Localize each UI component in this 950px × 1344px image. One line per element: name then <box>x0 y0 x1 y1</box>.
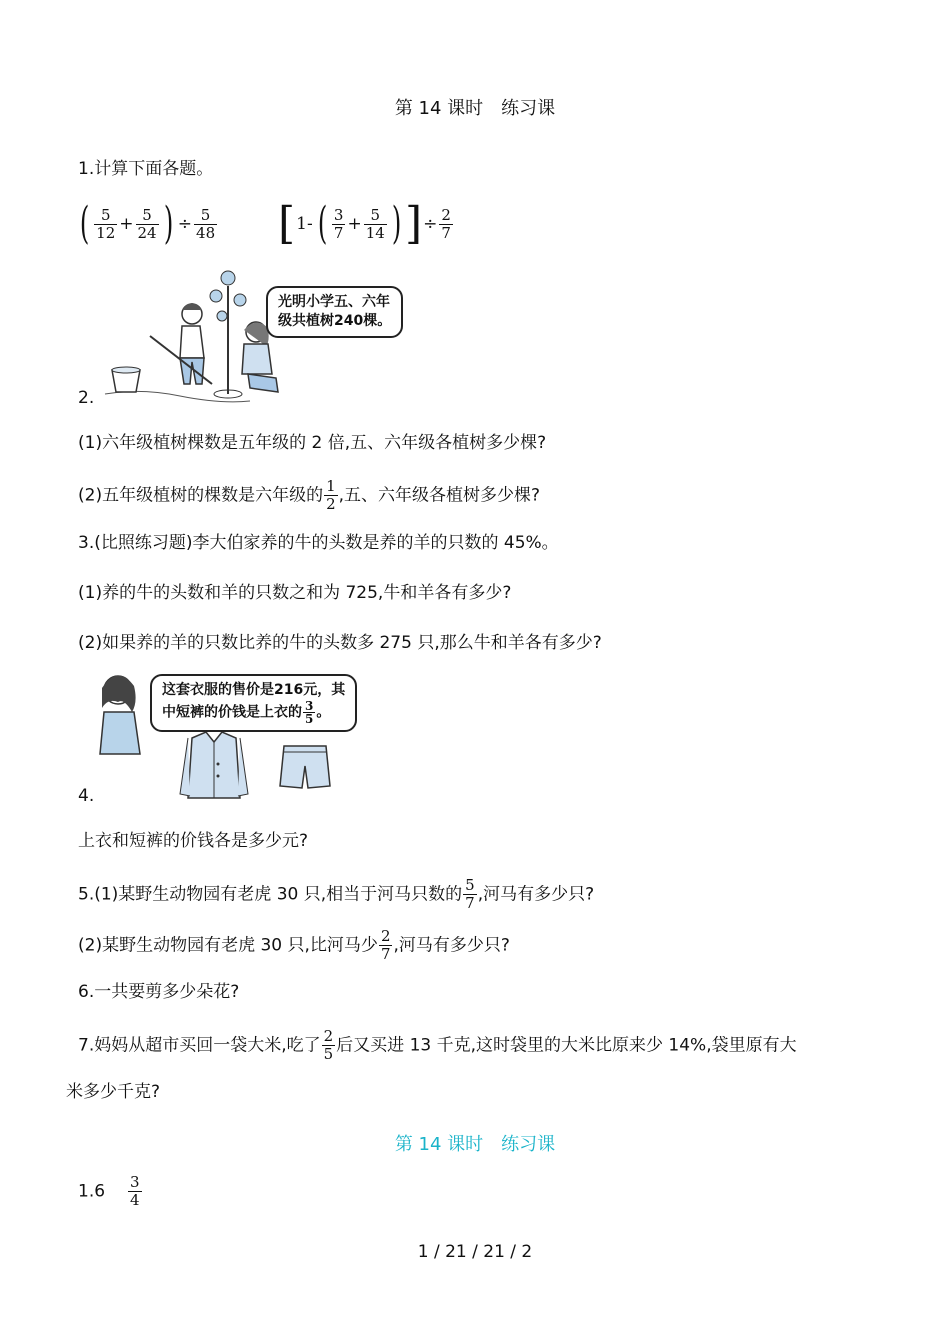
fraction: $\frac{2}{5}$ <box>323 1027 334 1063</box>
question-5-part-1: 5.(1)某野生动物园有老虎 30 只,相当于河马只数的 $\frac{5}{7}$ ,河马有多少只? <box>78 876 595 912</box>
fraction: $\frac{5}{12}$ <box>96 205 116 242</box>
answer-1: 1.6 $\frac{3}{4}$ <box>78 1173 140 1209</box>
question-3-part-1: (1)养的牛的头数和羊的只数之和为 725,牛和羊各有多少? <box>78 583 512 603</box>
fraction: $\frac{5}{24}$ <box>137 205 157 242</box>
question-7: 7.妈妈从超市买回一袋大米,吃了 $\frac{2}{5}$ 后又买进 13 千克,这时袋里的大米比原来少 14%,袋里原有大 <box>78 1027 797 1063</box>
fraction: $\frac{3}{5}$ <box>305 699 314 726</box>
left-paren: ( <box>317 198 328 249</box>
question-3: 3.(比照练习题)李大伯家养的牛的头数是养的羊的只数的 45%。 <box>78 533 559 553</box>
fraction: $\frac{1}{2}$ <box>326 477 336 513</box>
left-paren: ( <box>79 198 90 249</box>
left-bracket: [ <box>278 198 296 249</box>
page-number: 1 / 21 / 21 / 2 <box>417 1242 533 1262</box>
fraction: $\frac{5}{14}$ <box>365 205 385 242</box>
question-2-label: 2. <box>78 388 95 408</box>
expression-1: ( $\frac{5}{12}$ + $\frac{5}{24}$ ) ÷ $\frac{5}{48}$ <box>79 198 216 249</box>
right-paren: ) <box>163 198 173 249</box>
expression-2: [1- ( $\frac{3}{7}$ + $\frac{5}{14}$ )]÷ $\frac{2}{7}$ <box>278 198 451 249</box>
question-2-part-1: (1)六年级植树棵数是五年级的 2 倍,五、六年级各植树多少棵? <box>78 433 547 453</box>
question-6: 6.一共要剪多少朵花? <box>78 982 240 1002</box>
speech-bubble-clothes: 这套衣服的售价是216元，其 中短裤的价钱是上衣的 $\frac{3}{5}$ 。 <box>150 674 357 732</box>
question-4-label: 4. <box>78 786 95 806</box>
right-paren: ) <box>391 198 402 249</box>
fraction: $\frac{3}{4}$ <box>130 1173 140 1209</box>
question-5-part-2: (2)某野生动物园有老虎 30 只,比河马少 $\frac{2}{7}$ ,河马有多少只? <box>78 927 510 963</box>
question-1: 1.计算下面各题。 <box>78 159 214 179</box>
fraction: $\frac{3}{7}$ <box>333 205 344 242</box>
speech-bubble-trees: 光明小学五、六年 级共植树240棵。 <box>266 286 403 338</box>
fraction: $\frac{5}{48}$ <box>196 205 216 242</box>
fraction: $\frac{5}{7}$ <box>465 876 475 912</box>
question-7-continued: 米多少千克? <box>66 1082 161 1102</box>
question-2-part-2: (2)五年级植树的棵数是六年级的 $\frac{1}{2}$ ,五、六年级各植树多少棵? <box>78 477 541 513</box>
answer-section-title: 第 14 课时 练习课 <box>394 1134 556 1155</box>
fraction: $\frac{2}{7}$ <box>380 927 391 963</box>
tree-planting-illustration <box>100 266 290 406</box>
question-4: 上衣和短裤的价钱各是多少元? <box>78 831 309 851</box>
question-3-part-2: (2)如果养的羊的只数比养的牛的头数多 275 只,那么牛和羊各有多少? <box>78 633 602 653</box>
page-title: 第 14 课时 练习课 <box>394 98 556 119</box>
fraction: $\frac{2}{7}$ <box>441 205 451 242</box>
right-bracket: ] <box>404 198 423 249</box>
